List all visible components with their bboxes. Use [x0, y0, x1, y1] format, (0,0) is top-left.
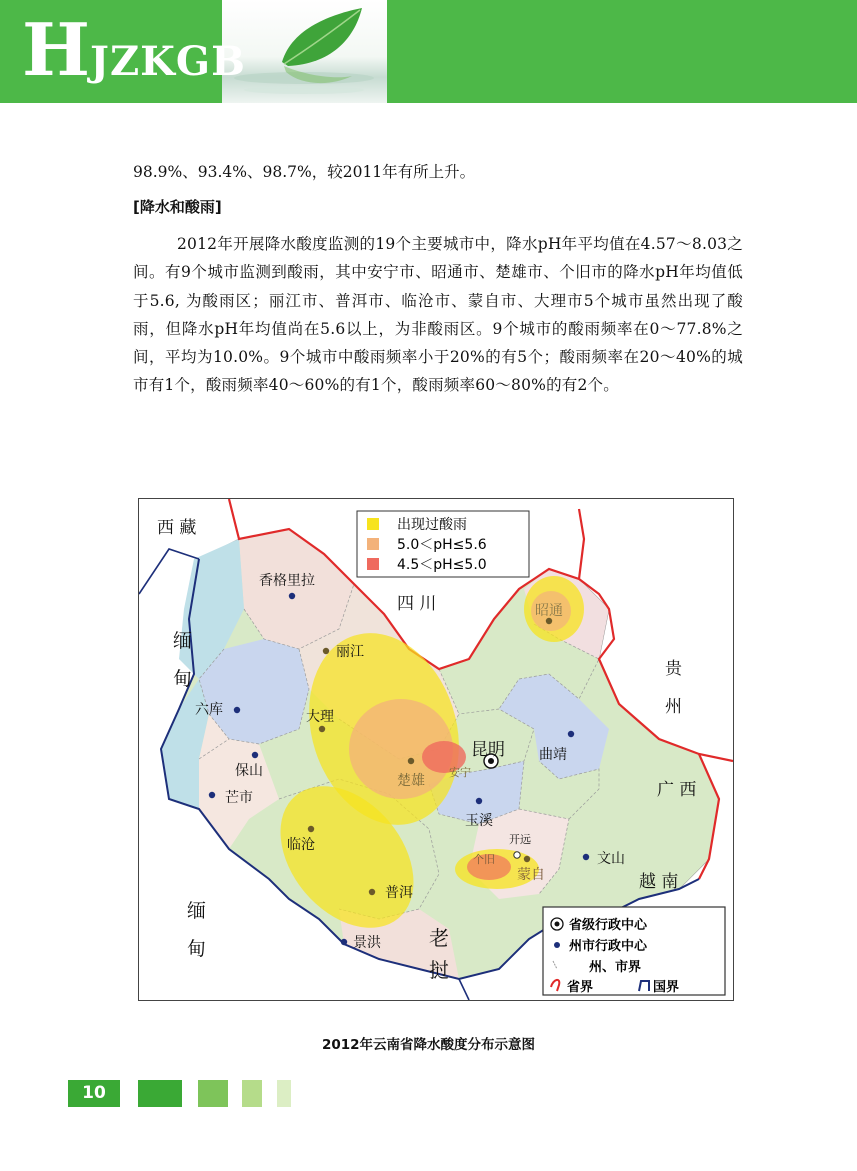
legend-swatch-yellow: [367, 518, 379, 530]
legend-provincial-center: 省级行政中心: [569, 918, 648, 933]
label-miandian-1: 缅: [173, 630, 193, 652]
label-miandian-4: 甸: [187, 938, 207, 960]
legend-swatch-red: [367, 558, 379, 570]
label-baoshan: 保山: [235, 763, 263, 779]
label-kaiyuan: 开远: [509, 833, 531, 846]
label-laowo-1: 老: [429, 926, 449, 950]
dot-lijiang: [323, 648, 329, 654]
dot-qujing: [568, 731, 574, 737]
label-gejiu: 个旧: [473, 853, 495, 866]
dot-mengzi: [524, 856, 530, 862]
label-miandian-2: 甸: [173, 668, 193, 690]
legend-boundaries: [543, 907, 725, 995]
dot-puer: [369, 889, 375, 895]
dot-wenshan: [583, 854, 589, 860]
dot-kaiyuan: [514, 852, 520, 858]
leaf-icon: [222, 0, 387, 103]
label-wenshan: 文山: [597, 851, 625, 867]
map-caption: 2012年云南省降水酸度分布示意图: [321, 1037, 536, 1053]
label-qujing: 曲靖: [539, 747, 567, 763]
label-guizhou-1: 贵: [665, 659, 682, 679]
leaf-water-image: [222, 0, 387, 103]
paragraph-acid-rain: 2012年开展降水酸度监测的19个主要城市中，降水pH年平均值在4.57～8.03之间。有9个城市监测到酸雨，其中安宁市、昭通市、楚雄市、个旧市的降水pH年均值低于5.6, 为酸雨区；丽江市、普洱市、临沧市、蒙自市、大理市5个城市虽然出现了酸雨，但降水pH年均值尚在5.6以上，为非酸雨区。9个城市的酸雨频率在0～77.8%之间，平均为10.0%。9个城市中酸雨频率小于20%的有5个；酸雨频率在20～40%的城市有1个，酸雨频率40～60%的有1个，酸雨频率60～80%的有2个。: [133, 235, 743, 395]
label-xianggelila: 香格里拉: [259, 573, 315, 589]
logo: [22, 7, 246, 92]
label-liuku: 六库: [195, 702, 223, 718]
dot-xianggelila: [289, 593, 295, 599]
dot-dali: [319, 726, 325, 732]
dot-chuxiong: [408, 758, 414, 764]
label-laowo-2: 挝: [429, 958, 449, 982]
legend-acidity: [357, 511, 529, 577]
paragraph-continued: 98.9%、93.4%、98.7%，较2011年有所上升。: [133, 163, 476, 181]
dot-jinghong: [341, 939, 347, 945]
label-lijiang: 丽江: [336, 644, 364, 660]
map-svg: [139, 499, 733, 1000]
label-puer: 普洱: [385, 885, 413, 901]
acid-rain-map: [138, 498, 734, 1001]
section-heading: [降水和酸雨]: [133, 198, 222, 216]
dot-yuxi: [476, 798, 482, 804]
label-sichuan: 四 川: [397, 594, 437, 614]
legend-provincial-border: 省界: [567, 980, 594, 995]
logo-initial: H: [22, 7, 91, 92]
legend-prefecture-center-icon: [554, 942, 560, 948]
label-yuenan: 越 南: [639, 872, 679, 892]
legend-prefecture-center: 州市行政中心: [569, 939, 648, 954]
label-anning: 安宁: [449, 766, 471, 779]
dot-mangshi: [209, 792, 215, 798]
label-chuxiong: 楚雄: [397, 773, 425, 789]
label-lincang: 临沧: [287, 837, 315, 853]
page-number: 10: [68, 1080, 120, 1107]
label-guangxi: 广 西: [657, 780, 697, 800]
label-mengzi: 蒙自: [517, 867, 545, 883]
header-green-right: [387, 0, 857, 103]
label-zhaotong: 昭通: [535, 603, 563, 619]
footer-bar-4: [277, 1080, 291, 1107]
label-xizang: 西 藏: [157, 518, 197, 538]
legend-item-acid-rain: 出现过酸雨: [397, 517, 467, 533]
label-guizhou-2: 州: [665, 697, 682, 717]
header-band: [0, 0, 857, 103]
legend-swatch-orange: [367, 538, 379, 550]
footer-bar-2: [198, 1080, 228, 1107]
label-yuxi: 玉溪: [465, 813, 493, 829]
legend-item-ph-5-0: 5.0＜pH≤5.6: [397, 537, 487, 553]
legend-prefecture-boundary: 州、市界: [589, 960, 642, 975]
dot-baoshan: [252, 752, 258, 758]
footer-bar-3: [242, 1080, 262, 1107]
label-kunming: 昆明: [471, 740, 505, 760]
footer-bar-1: [138, 1080, 182, 1107]
label-dali: 大理: [306, 709, 334, 725]
dot-lincang: [308, 826, 314, 832]
legend-national-border: 国界: [653, 980, 680, 995]
label-jinghong: 景洪: [353, 935, 381, 951]
label-mangshi: 芒市: [225, 790, 253, 806]
legend-item-ph-4-5: 4.5＜pH≤5.0: [397, 557, 487, 573]
label-miandian-3: 缅: [187, 900, 207, 922]
dot-liuku: [234, 707, 240, 713]
logo-rest: JZKGB: [90, 38, 246, 85]
